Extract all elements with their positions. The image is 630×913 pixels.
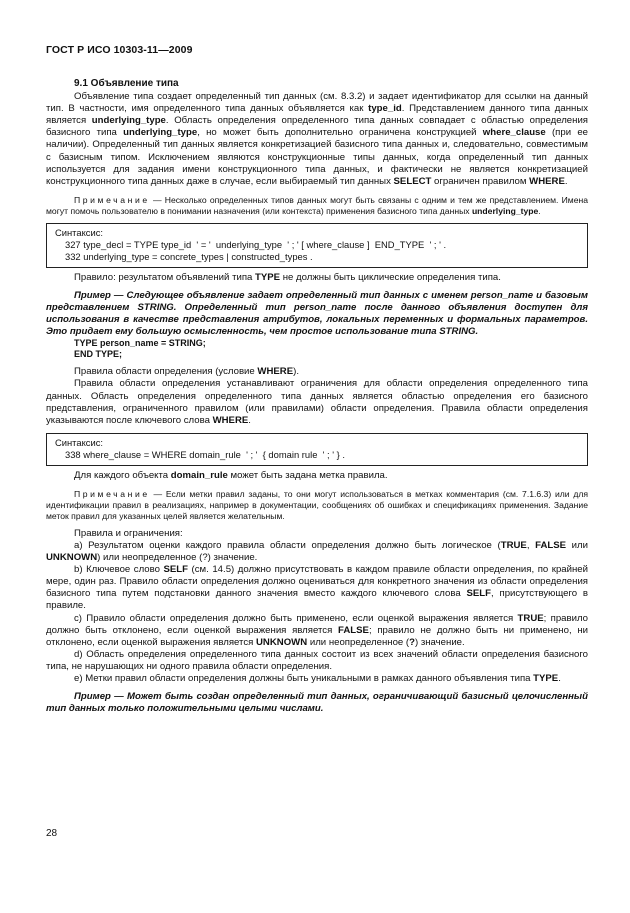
keyword: STRING	[439, 326, 476, 338]
keyword: WHERE	[212, 414, 249, 426]
text-run: .	[475, 326, 479, 338]
text-run: ; правило не должно быть ни применено, ни отклонено, если оценкой выражения является	[46, 624, 589, 648]
syntax-line: 327 type_decl = TYPE type_id ' = ' underlying_type ' ; ' [ where_clause ] END_TYPE ' ; ' .	[65, 238, 447, 250]
example-1	[46, 290, 588, 338]
text-run: b) Ключевое слово	[74, 564, 164, 576]
syntax-box-1	[46, 223, 588, 268]
keyword: SELF	[163, 564, 189, 576]
rule-item	[46, 649, 588, 673]
page-number: 28	[46, 828, 58, 839]
syntax-line: 338 where_clause = WHERE domain_rule ' ; ' { domain rule ' ; ' } .	[65, 448, 345, 460]
text-run: или неопределенное (	[307, 636, 410, 648]
text-run: e) Метки правил области определения должны быть уникальными в рамках данного объявления типа	[74, 673, 534, 684]
rule-item	[46, 540, 588, 564]
note-1-label: Примечание	[74, 194, 150, 205]
text-run: Пример — Следующее объявление задает определенный тип данных с именем	[74, 289, 471, 301]
domain-rules-paragraph	[46, 378, 588, 426]
note-2-label: Примечание	[74, 488, 150, 499]
keyword: TRUE	[500, 539, 527, 551]
note-1-bold: underlying_type	[471, 205, 539, 216]
syntax-line: 332 underlying_type = concrete_types | constructed_types .	[65, 250, 313, 262]
text-run: после данного объявления доступен для использования в качестве представления атрибутов, локальных переменных и формальных параметров. Это придает ему большую осмысленность, чем простое использование типа	[46, 302, 588, 338]
text-run: Правила области определения устанавливают ограничения для области определения определенного типа данных. Область определения определенного типа данных является областью определения его базисного представления, ограниченного правилом (или правилами) области определения. Правила области определения указываются после ключевого слова	[46, 378, 588, 426]
note-2	[46, 489, 588, 522]
code-line: TYPE person_name = STRING;	[74, 338, 206, 349]
text-run: , присутствующего в правиле.	[46, 588, 588, 612]
keyword: FALSE	[338, 624, 369, 636]
keyword: ?	[409, 636, 415, 648]
note-2-text: — Если метки правил заданы, то они могут использоваться в метках комментария (см. 7.1.6.3) или для идентификации правил в реализациях, например в документации, сообщениях об ошибках и спецификациях применения. Задание меток правил для указанных целей является желательным.	[46, 488, 588, 521]
keyword: type_id	[368, 103, 402, 115]
text-run: ограничен правилом	[431, 175, 530, 187]
rule-1: Правило: результатом объявлений типа TYPE не должны быть циклические определения типа.	[74, 271, 501, 283]
note-1: Примечание — Несколько определенных типов данных могут быть связаны с одним и тем же представлением. Имена могут помочь пользователю в понимании назначения (или контекста) применения базисного типа данных underlying_type.	[46, 194, 588, 216]
text-run: a) Результатом оценки каждого правила области определения должно быть логическое (	[74, 539, 501, 551]
text-run: .	[558, 673, 561, 684]
text-run: . Представлением данного типа данных является	[46, 103, 589, 127]
text-run: .	[564, 175, 568, 187]
keyword: underlying_type	[91, 115, 166, 127]
code-line: END TYPE;	[74, 349, 123, 360]
keyword: WHERE	[529, 175, 565, 187]
syntax-label: Синтаксис:	[55, 436, 104, 448]
text-run: ) или неопределенное (?) значение.	[97, 552, 258, 564]
text-run: или	[566, 539, 588, 551]
page-content	[46, 78, 588, 715]
keyword: STRING	[137, 302, 174, 314]
keyword: person_name	[293, 302, 357, 314]
rules-title: Правила и ограничения:	[74, 527, 183, 539]
rule-item	[46, 613, 588, 649]
syntax-box-2	[46, 433, 588, 466]
text-run: Объявление типа создает определенный тип данных (см. 8.3.2) и задает идентификатор для ссылки на данный тип. В частности, имя определенного типа данных объявляется как	[46, 91, 588, 115]
section-title: 9.1 Объявление типа	[74, 78, 179, 89]
text-run: c) Правило области определения должно быть применено, если оценкой выражения является	[74, 612, 518, 624]
rule-2: Для каждого объекта domain_rule может быть задана метка правила.	[74, 469, 388, 481]
text-run: .	[248, 414, 251, 426]
intro-paragraph	[46, 91, 588, 188]
rules-list	[46, 540, 588, 685]
text-run: и базовым представлением	[46, 289, 588, 314]
text-run: . Область определения определенного типа данных совпадает с областью определения базисного типа	[46, 115, 588, 139]
text-run: , но может быть дополнительно ограничена конструкцией	[197, 127, 483, 139]
keyword: UNKNOWN	[256, 636, 308, 648]
domain-rules-heading: Правила области определения (условие WHERE).	[74, 366, 299, 378]
text-run: (см. 14.5) должно присутствовать в каждом правиле области определения, по крайней мере, один раз. Правило области определения должно оцениваться для конкретного значения из области определения базисного типа путем подстановки данного значения вместо каждого ключевого слова	[46, 564, 588, 600]
text-run: . Определенный тип	[173, 302, 294, 314]
keyword: where_clause	[482, 127, 546, 139]
example-1-code	[74, 338, 588, 360]
keyword: TYPE	[533, 673, 559, 684]
example-2: Пример — Может быть создан определенный тип данных, ограничивающий базисный целочисленный тип данных только положительными целыми числами.	[46, 691, 588, 715]
syntax-label: Синтаксис:	[55, 226, 104, 238]
keyword: UNKNOWN	[46, 552, 98, 564]
keyword: SELECT	[393, 175, 432, 187]
rule-item	[46, 564, 588, 612]
rule-item	[46, 673, 588, 685]
text-run: ,	[526, 539, 536, 551]
keyword: FALSE	[535, 539, 567, 551]
keyword: person_name	[470, 289, 534, 301]
keyword: TRUE	[517, 612, 544, 624]
text-run: d) Область определения определенного типа данных состоит из всех значений области определения базисного типа, не нарушающих ни одного правила области определения.	[46, 648, 588, 672]
keyword: underlying_type	[123, 127, 198, 139]
text-run: (при ее наличии). Определенный тип данных является конкретизацией базисного типа данных и, следовательно, совместимым с базисным типом. Исключением являются конструкционные типы данных, когда определенный тип данных используется для задания имени конструкционного типа данных, и фактически не является конкретизацией конструкционного типа данных даже в случае, если выбираемый тип данных	[46, 127, 588, 187]
text-run: ; правило должно быть отклонено, если оценкой выражения является	[46, 612, 588, 636]
text-run: ) значение.	[415, 636, 465, 648]
document-header: ГОСТ Р ИСО 10303-11—2009	[46, 44, 193, 56]
note-1-text: — Несколько определенных типов данных могут быть связаны с одним и тем же представлением. Имена могут помочь пользователю в понимании назначения (или контекста) применения базисного типа данных	[46, 194, 588, 216]
keyword: SELF	[466, 588, 492, 600]
